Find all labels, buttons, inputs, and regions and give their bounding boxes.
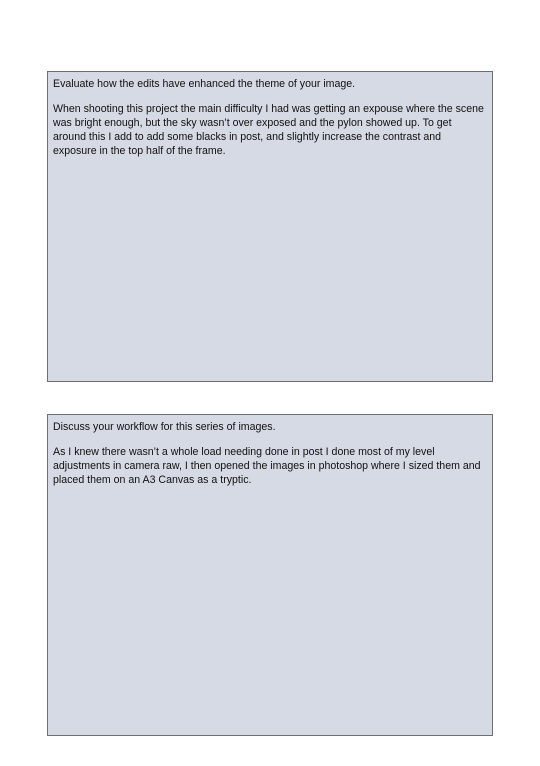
workflow-answer: As I knew there wasn’t a whole load needing done in post I done most of my level adjustments in camera raw, I then opened the images in photoshop where I sized them and placed them on an A3 Canvas as a tryptic. xyxy=(53,446,481,486)
workflow-question: Discuss your workflow for this series of images. xyxy=(53,421,276,433)
workflow-text-box[interactable] xyxy=(47,414,493,736)
evaluation-text-box[interactable] xyxy=(47,71,493,382)
evaluation-answer: When shooting this project the main difficulty I had was getting an expouse where the scene was bright enough, but the sky wasn’t over exposed and the pylon showed up. To get around this I add to add some blacks in post, and slightly increase the contrast and exposure in the top half of the frame. xyxy=(53,103,484,157)
evaluation-question: Evaluate how the edits have enhanced the theme of your image. xyxy=(53,78,356,90)
